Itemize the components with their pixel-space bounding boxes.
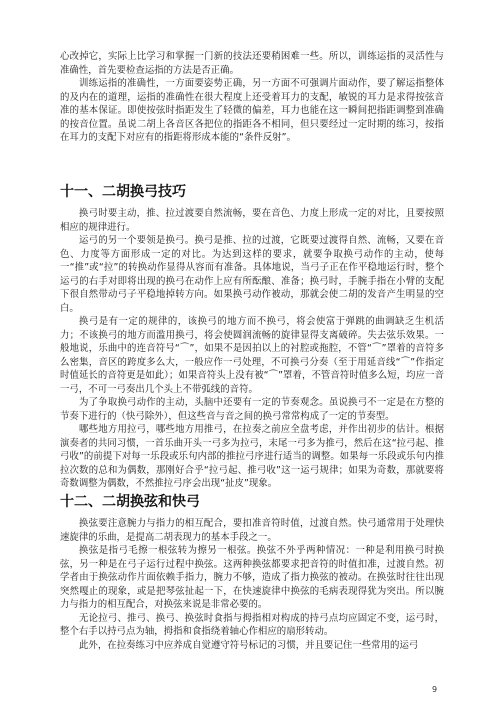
paragraph: 心改掉它，实际上比学习和掌握一门新的技法还要稍困难一些。所以，训练运指的灵活性与准确性，首先要检查运指的方法是否正确。	[60, 51, 444, 76]
section-12-body	[60, 517, 444, 652]
page-number: 9	[432, 685, 438, 694]
paragraph: 换弓时要主动，推、拉过渡要自然流畅，要在音色、力度上形成一定的对比，且要按照相应的规律进行。	[60, 208, 444, 233]
paragraph: 运弓的另一个要领是换弓。换弓是推、拉的过渡，它既要过渡得自然、流畅，又要在音色、力度等方面形成一定的对比。为达到这样的要求，就要争取换弓动作的主动，使每一“推”或“拉”的转换动作显得从容而有准备。具体地说，当弓子正在作平稳地运行时，整个运弓的右手对即将出现的换弓在动作上应有所酝酿、准备；换弓时，手腕手指在小臂的支配下很自然带动弓子平稳地掉转方向。如果换弓动作被动，那就会使二胡的发音产生明显的空白。	[60, 235, 444, 314]
paragraph: 哪些地方用拉弓，哪些地方用推弓，在拉奏之前应全盘考虑，并作出初步的估计。根据演奏者的共同习惯，一首乐曲开头一弓多为拉弓，末尾一弓多为推弓，然后在这“拉弓起、推弓收”的前提下对每一乐段或乐句内部的推拉弓序进行适当的调整。如果每一乐段或乐句内推拉次数的总和为偶数，那刚好合乎“拉弓起、推弓收”这一运弓规律；如果为奇数，那就要将奇数调整为偶数，不然推拉弓序会出现“扯皮”现象。	[60, 424, 444, 489]
paragraph: 训练运指的准确性，一方面要姿势正确，另一方面不可强调片面动作，要了解运指整体的及内在的道理，运指的准确性在很大程度上还受着耳力的支配，敏锐的耳力是求得按弦音准的基本保证。即使按弦时指距发生了轻微的偏差，耳力也能在这一瞬间把指距调整到准确的按音位置。虽说二胡上各音区各把位的指距各不相同，但只要经过一定时期的练习，按指在耳力的支配下对应有的指距将形成本能的“条件反射”。	[60, 78, 444, 143]
section-heading-11: 十一、二胡换弓技巧	[60, 184, 186, 200]
paragraph: 换弦要注意腕力与指力的相互配合，要扣准音符时值，过渡自然。快弓通常用于处理快速旋律的乐曲，是提高二胡表现力的基本手段之一。	[60, 518, 444, 543]
paragraph: 换弓是有一定的规律的，该换弓的地方而不换弓，将会使富于弹跳的曲调缺乏生机活力；不该换弓的地方而滥用换弓，将会使圆润流畅的旋律显得支离破碎。失去弦乐效果。一般地说，乐曲中的连音符号“⌒”，如果不是因拍以上的衬腔或拖腔，不管“⌒”罩着的音符多么密集，音区的跨度多么大，一般应作一弓处理，不可换弓分奏（至于用延音线“⌒”作指定时值延长的音符更是如此）；如果音符头上没有被“⌒”罩着，不管音符时值多么短，均应一音一弓，不可一弓奏出几个头上不带弧线的音符。	[60, 316, 444, 395]
paragraph: 换弦是指弓毛擦一根弦转为擦另一根弦。换弦不外乎两种情况：一种是利用换弓时换弦，另一种是在弓子运行过程中换弦。这两种换弦都要求把音符的时值扣准，过渡自然。初学者由于换弦动作片面依赖手指力，腕力不够，造成了指力换弦的被动。在换弦时往往出现突然嘎止的现象，或是把琴弦扯起一下，在快速旋律中换弦的毛病表现得犹为突出。所以腕力与指力的相互配合，对换弦来说是非常必要的。	[60, 545, 444, 610]
section-11-body	[60, 207, 444, 491]
intro-block	[60, 50, 444, 145]
paragraph: 此外，在拉奏练习中应养成自觉遵守符号标记的习惯，并且要记住一些常用的运弓	[79, 639, 419, 651]
section-heading-12: 十二、二胡换弦和快弓	[60, 494, 200, 510]
paragraph: 为了争取换弓动作的主动，头脑中还要有一定的节奏观念。虽说换弓不一定是在方整的节奏下进行的（快弓除外），但这些音与音之间的换弓常常构成了一定的节奏型。	[60, 397, 444, 422]
paragraph: 无论拉弓、推弓、换弓、换弦时食指与拇指相对构成的持弓点均应固定不变，运弓时，整个右手以持弓点为轴，拇指和食指绕着轴心作相应的扇形转动。	[60, 612, 444, 637]
